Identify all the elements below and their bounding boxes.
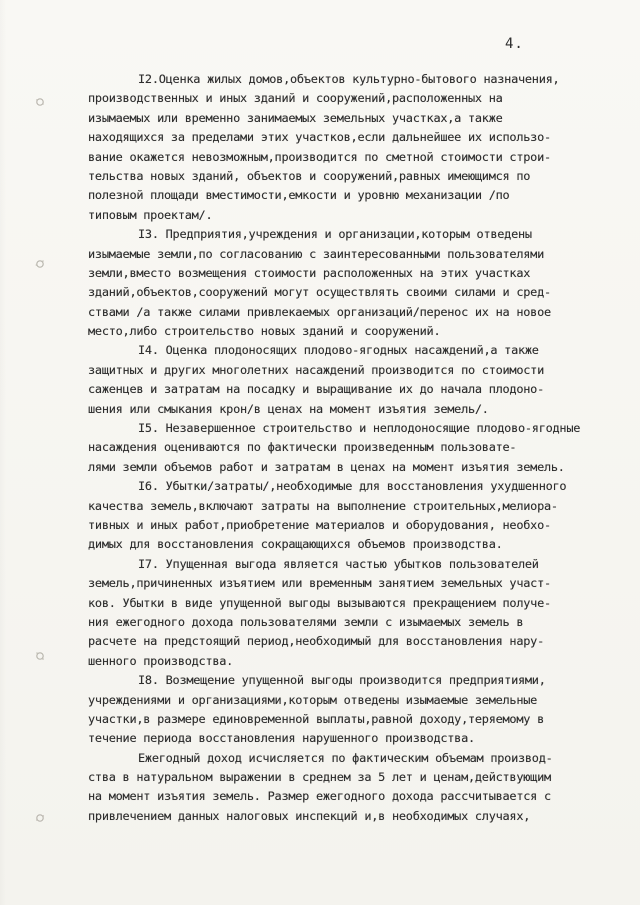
text-line: ков. Убытки в виде упущенной выгоды вызываются прекращением получе- xyxy=(88,595,551,610)
text-line: защитных и других многолетних насаждений производится по стоимости xyxy=(88,362,544,377)
text-line: участки,в размере единовременной выплаты,равной доходу,теряемому в xyxy=(88,711,544,726)
punch-hole-mark xyxy=(34,258,46,270)
text-line: изымаемые земли,по согласованию с заинтересованными пользователями xyxy=(88,246,544,261)
text-line: привлечением данных налоговых инспекций и,в необходимых случаях, xyxy=(88,808,531,823)
text-line: течение периода восстановления нарушенного производства. xyxy=(88,731,475,746)
text-line: производственных и иных зданий и сооружений,расположенных на xyxy=(88,91,503,106)
text-line: Ежегодный доход исчисляется по фактическим объемам производ- xyxy=(138,750,553,765)
text-line: I8. Возмещение упущенной выгоды производится предприятиями, xyxy=(138,673,546,688)
text-line: ства в натуральном выражении в среднем за 5 лет и ценам,действующим xyxy=(88,770,551,785)
text-line: тельства новых зданий, объектов и сооружений,равных имеющимся по xyxy=(88,168,531,183)
text-line: I7. Упущенная выгода является частью убытков пользователей xyxy=(138,556,539,571)
text-line: учреждениями и организациями,которым отведены изымаемые земельные xyxy=(88,692,538,707)
text-line: находящихся за пределами этих участков,если дальнейшее их использо- xyxy=(88,130,551,145)
text-line: лями земли объемов работ и затратам в ценах на момент изъятия земель. xyxy=(88,459,565,474)
text-line: изымаемых или временно занимаемых земельных участках,а также xyxy=(88,110,503,125)
text-line: типовым проектам/. xyxy=(88,207,213,222)
text-line: насаждения оцениваются по фактически произведенным пользовате- xyxy=(88,440,517,455)
text-line: вание окажется невозможным,производится по сметной стоимости строи- xyxy=(88,149,551,164)
text-line: шения или смыкания крон/в ценах на момент изъятия земель/. xyxy=(88,401,489,416)
text-line: I3. Предприятия,учреждения и организации,которым отведены xyxy=(138,227,532,242)
text-line: на момент изъятия земель. Размер ежегодного дохода рассчитывается с xyxy=(88,789,551,804)
text-line: I5. Незавершенное строительство и неплодоносящие плодово-ягодные xyxy=(138,421,581,436)
text-line: I2.Оценка жилых домов,объектов культурно-бытового назначения, xyxy=(138,72,560,86)
text-line: земель,причиненных изъятием или временным занятием земельных участ- xyxy=(88,576,551,591)
text-line: зданий,объектов,сооружений могут осуществлять своими силами и сред- xyxy=(88,285,551,300)
page-number: 4. xyxy=(505,36,524,52)
punch-hole-mark xyxy=(34,812,46,824)
punch-hole-mark xyxy=(34,96,46,108)
text-line: расчете на предстоящий период,необходимый для восстановления нару- xyxy=(88,634,544,649)
text-line: ния ежегодного дохода пользователями земли с изымаемых земель в xyxy=(88,614,524,629)
text-line: тивных и иных работ,приобретение материалов и оборудования, необхо- xyxy=(88,517,551,532)
body-text xyxy=(88,70,618,826)
text-line: I6. Убытки/затраты/,необходимые для восстановления ухудшенного xyxy=(138,479,567,494)
text-line: шенного производства. xyxy=(88,653,234,668)
text-line: саженцев и затратам на посадку и выращивание их до начала плодоно- xyxy=(88,382,544,397)
text-line: ствами /а также силами привлекаемых организаций/перенос их на новое xyxy=(88,304,551,319)
text-line: место,либо строительство новых зданий и сооружений. xyxy=(88,324,441,339)
text-line: димых для восстановления сокращающихся объемов производства. xyxy=(88,537,503,552)
text-line: I4. Оценка плодоносящих плодово-ягодных насаждений,а также xyxy=(138,343,539,358)
punch-hole-mark xyxy=(34,650,46,662)
text-line: качества земель,включают затраты на выполнение строительных,мелиора- xyxy=(88,498,558,513)
text-line: полезной площади вместимости,емкости и уровню механизации /по xyxy=(88,188,510,203)
text-line: земли,вместо возмещения стоимости расположенных на этих участках xyxy=(88,265,531,280)
